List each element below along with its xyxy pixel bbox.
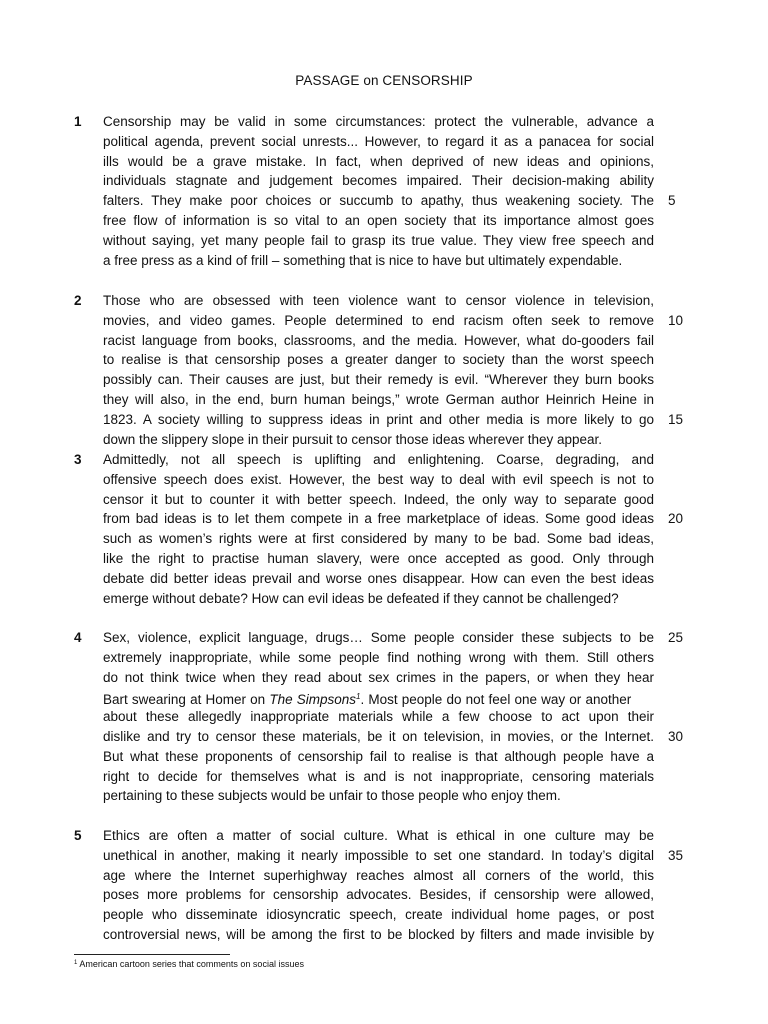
text-line: down the slippery slope in their pursuit to censor those ideas wherever they appear. [103, 431, 603, 447]
footnote-reference: 1 [356, 692, 361, 702]
text-line: extremely inappropriate, while some people find nothing wrong with them. Still others [103, 649, 654, 665]
text-line: falters. They make poor choices or succumb to apathy, thus weakening society. The [103, 193, 654, 209]
text-line: dislike and try to censor these materials, be it on television, in movies, or the Internet. [103, 729, 654, 744]
paragraph-number: 4 [74, 630, 82, 645]
text-line: censor it but to counter it with better speech. Indeed, the only way to separate good [103, 491, 654, 507]
line-number: 15 [668, 411, 684, 427]
text-line: controversial news, will be among the first to be blocked by filters and made invisible by [103, 927, 654, 942]
text-line: Ethics are often a matter of social culture. What is ethical in one culture may be [103, 828, 654, 843]
line-number: 25 [668, 630, 684, 645]
paragraph-number: 3 [74, 452, 82, 467]
paragraph-number: 1 [74, 114, 82, 129]
show-title: The Simpsons [269, 692, 357, 708]
line-number: 30 [668, 729, 684, 744]
text-line: poses more problems for censorship advocates. Besides, if censorship were allowed, [103, 887, 654, 903]
text-line: 1823. A society willing to suppress ideas in print and other media is more likely to go [103, 411, 654, 427]
text-line: from bad ideas is to let them compete in a free marketplace of ideas. Some good ideas [103, 511, 654, 527]
paragraph-number: 5 [74, 828, 82, 843]
text-line: a free press as a kind of frill – something that is nice to have but ultimately expendable. [103, 252, 623, 268]
text-line: free flow of information is so vital to an open society that its importance almost goes [103, 213, 654, 228]
text-line: do not think twice when they read about sex crimes in the papers, or when they hear [103, 669, 654, 685]
text-line: ills would be a grave mistake. In fact, when deprived of new ideas and opinions, [103, 153, 654, 169]
text-line: Admittedly, not all speech is uplifting and enlightening. Coarse, degrading, and [103, 452, 654, 467]
line-number: 10 [668, 312, 684, 328]
text-line: like the right to practise human slavery, were once accepted as good. Only through [103, 551, 654, 566]
text-line: age where the Internet superhighway reaches almost all corners of the world, this [103, 867, 654, 883]
text-line: people who disseminate idiosyncratic speech, create individual home pages, or post [103, 907, 654, 923]
text-line: individuals stagnate and judgement becomes impaired. Their decision-making ability [103, 173, 654, 189]
text-segment: . Most people do not feel one way or another [360, 692, 632, 708]
text-line: offensive speech does exist. However, the best way to deal with evil speech is not to [103, 471, 654, 487]
text-line: movies, and video games. People determined to end racism often seek to remove [103, 312, 654, 328]
footnote-divider [74, 954, 230, 955]
line-number: 35 [668, 847, 684, 863]
text-line: they will also, in the end, burn human beings,” wrote German author Heinrich Heine in [103, 392, 654, 407]
text-line [103, 687, 654, 707]
line-number: 20 [668, 511, 684, 527]
footnote-marker: 1 [74, 960, 78, 966]
text-segment: Bart swearing at Homer on [103, 692, 270, 708]
footnote-text: American cartoon series that comments on social issues [79, 959, 304, 969]
text-line: emerge without debate? How can evil ideas be defeated if they cannot be challenged? [103, 590, 619, 606]
text-line: debate did better ideas prevail and worse ones disappear. How can even the best ideas [103, 570, 654, 586]
text-line: Sex, violence, explicit language, drugs… Some people consider these subjects to be [103, 630, 654, 645]
text-line: right to decide for themselves what is and is not inappropriate, censoring materials [103, 768, 654, 784]
text-line: possibly can. Their causes are just, but their remedy is evil. “Wherever they burn books [103, 372, 654, 388]
text-line: Those who are obsessed with teen violence want to censor violence in television, [103, 293, 654, 308]
text-line: unethical in another, making it nearly impossible to set one standard. In today’s digital [103, 847, 654, 863]
text-line: such as women’s rights were at first considered by many to be bad. Some bad ideas, [103, 531, 654, 547]
text-line: pertaining to these subjects would be unfair to those people who enjoy them. [103, 788, 561, 804]
text-line: racist language from books, classrooms, and the media. However, what do-gooders fail [103, 332, 654, 348]
text-line: Censorship may be valid in some circumstances: protect the vulnerable, advance a [103, 114, 654, 129]
text-line: political agenda, prevent social unrests... However, to regard it as a panacea for social [103, 133, 654, 149]
page-title: PASSAGE on CENSORSHIP [295, 73, 473, 88]
text-line: without saying, yet many people fail to grasp its true value. They view free speech and [103, 232, 654, 248]
footnote [74, 959, 304, 969]
paragraph-number: 2 [74, 293, 82, 308]
text-line: to realise is that censorship poses a greater danger to society than the worst speech [103, 352, 654, 368]
text-line: about these allegedly inappropriate materials while a few choose to act upon their [103, 709, 654, 725]
text-line: But what these proponents of censorship fail to realise is that although people have a [103, 748, 654, 764]
line-number: 5 [668, 193, 676, 209]
